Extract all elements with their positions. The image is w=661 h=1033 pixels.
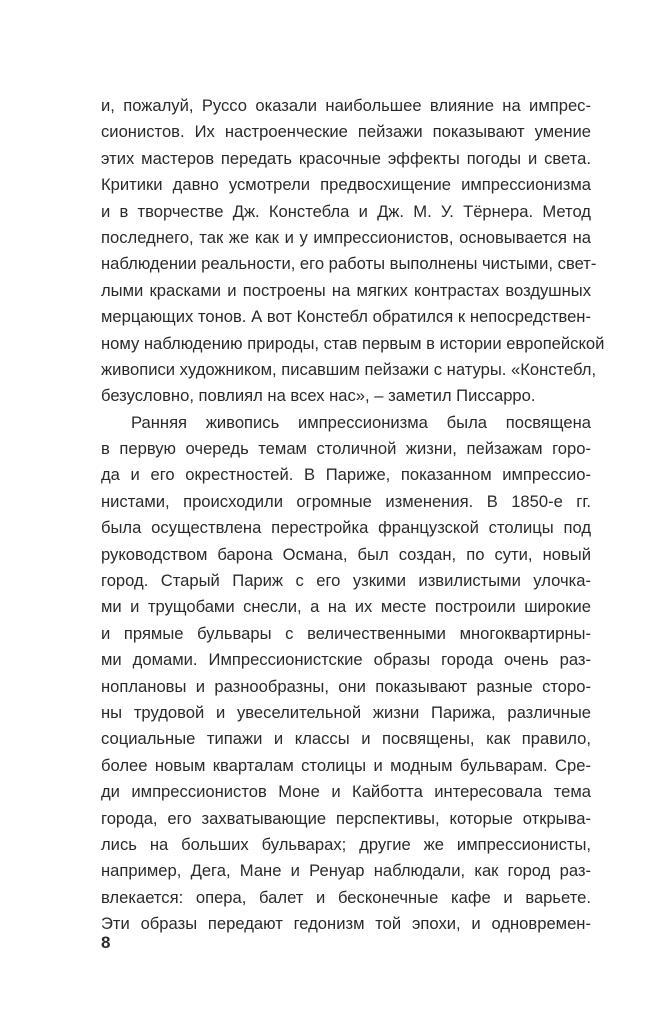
text-line: социальные типажи и классы и посвящены, как правило, bbox=[101, 729, 591, 749]
text-line: руководством барона Османа, был создан, по сути, новый bbox=[101, 544, 591, 564]
text-line: ми и трущобами снесли, а на их месте построили широкие bbox=[101, 597, 591, 617]
text-line: последнего, так же как и у импрессионистов, основывается на bbox=[101, 227, 591, 247]
text-line: мерцающих тонов. А вот Констебл обратился к непосредствен- bbox=[101, 307, 591, 327]
text-line: город. Старый Париж с его узкими извилистыми улочка- bbox=[101, 571, 591, 591]
text-line: сионистов. Их настроенческие пейзажи показывают умение bbox=[101, 122, 591, 142]
text-line: и в творчестве Дж. Констебла и Дж. М. У. Тёрнера. Метод bbox=[101, 201, 591, 221]
text-line: да и его окрестностей. В Париже, показанном импрессио- bbox=[101, 465, 591, 485]
text-line: и прямые бульвары с величественными многоквартирны- bbox=[101, 623, 591, 643]
text-line: была осуществлена перестройка французской столицы под bbox=[101, 518, 591, 538]
text-line: ди импрессионистов Моне и Кайботта интересовала тема bbox=[101, 782, 591, 802]
text-line: Критики давно усмотрели предвосхищение импрессионизма bbox=[101, 175, 591, 195]
text-line: ному наблюдению природы, став первым в истории европейской bbox=[101, 333, 605, 353]
text-line: лись на больших бульварах; другие же импрессионисты, bbox=[101, 834, 591, 854]
text-line: и, пожалуй, Руссо оказали наибольшее влияние на импрес- bbox=[101, 96, 591, 115]
body-text bbox=[101, 93, 605, 938]
text-line: более новым кварталам столицы и модным бульварам. Сре- bbox=[101, 755, 591, 775]
text-line: ми домами. Импрессионистские образы города очень раз- bbox=[101, 650, 591, 670]
paragraph-end-line: безусловно, повлиял на всех нас», – заметил Писсарро. bbox=[101, 386, 536, 406]
page-number: 8 bbox=[101, 933, 111, 952]
text-line: Эти образы передают гедонизм той эпохи, и одновремен- bbox=[101, 914, 591, 934]
text-line: города, его захватывающие перспективы, которые открыва- bbox=[101, 808, 591, 828]
text-line: живописи художником, писавшим пейзажи с натуры. «Констебл, bbox=[101, 359, 597, 379]
text-line: лыми красками и построены на мягких контрастах воздушных bbox=[101, 280, 591, 300]
text-line: например, Дега, Мане и Ренуар наблюдали, как город раз- bbox=[101, 861, 591, 881]
text-line: ны трудовой и увеселительной жизни Парижа, различные bbox=[101, 702, 591, 722]
text-line: влекается: опера, балет и бесконечные кафе и варьете. bbox=[101, 887, 591, 907]
text-line: этих мастеров передать красочные эффекты погоды и света. bbox=[101, 148, 591, 168]
text-line: нистами, происходили огромные изменения. В 1850-е гг. bbox=[101, 491, 591, 511]
text-line: наблюдении реальности, его работы выполнены чистыми, свет- bbox=[101, 254, 597, 274]
text-line: ноплановы и разнообразны, они показывают разные сторо- bbox=[101, 676, 591, 696]
paragraph-start-line: Ранняя живопись импрессионизма была посвящена bbox=[131, 412, 591, 432]
text-line: в первую очередь темам столичной жизни, пейзажам горо- bbox=[101, 439, 591, 459]
